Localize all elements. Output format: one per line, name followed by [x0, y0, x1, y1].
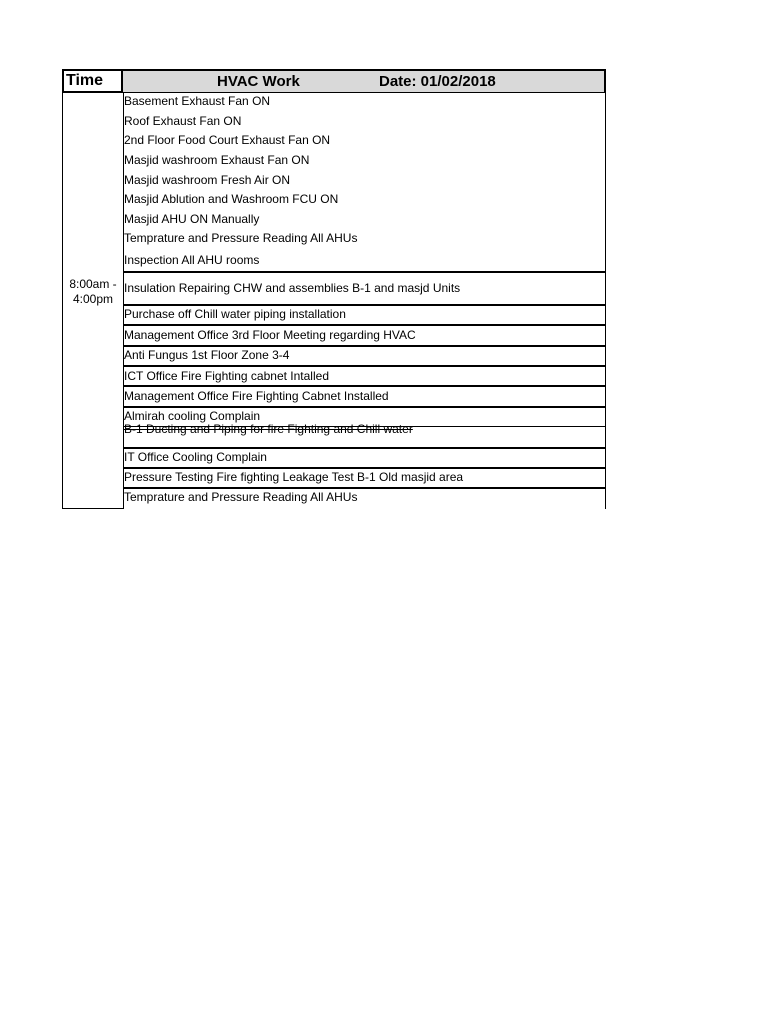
task-row: 2nd Floor Food Court Exhaust Fan ON [124, 133, 331, 147]
task-row: Masjid washroom Fresh Air ON [124, 173, 291, 187]
task-row: Management Office Fire Fighting Cabnet Installed [124, 389, 389, 403]
task-row: Almirah cooling Complain [124, 409, 261, 423]
time-end: 4:00pm [72, 292, 114, 306]
task-row: Roof Exhaust Fan ON [124, 114, 242, 128]
task-row: Management Office 3rd Floor Meeting regarding HVAC [124, 328, 416, 342]
task-row: Inspection All AHU rooms [124, 253, 260, 267]
row-divider [124, 271, 606, 273]
row-divider [124, 385, 606, 387]
time-slot [63, 277, 123, 307]
task-row: IT Office Cooling Complain [124, 450, 267, 464]
task-row: Masjid Ablution and Washroom FCU ON [124, 192, 339, 206]
sheet-title: HVAC Work [217, 73, 300, 90]
task-list [124, 93, 606, 509]
time-cell [62, 93, 124, 509]
task-row: Purchase off Chill water piping installation [124, 307, 346, 321]
task-row: B-1 Ducting and Piping for fire Fighting and Chill water [124, 422, 413, 436]
task-row: Temprature and Pressure Reading All AHUs [124, 231, 358, 245]
task-row: ICT Office Fire Fighting cabnet Intalled [124, 369, 329, 383]
work-log-table [62, 69, 606, 509]
time-start: 8:00am - [69, 277, 117, 291]
title-header [123, 69, 606, 93]
task-row: Basement Exhaust Fan ON [124, 94, 271, 108]
row-divider [124, 487, 606, 489]
row-divider [124, 324, 606, 326]
task-row: Insulation Repairing CHW and assemblies B-1 and masjd Units [124, 281, 461, 295]
task-row: Masjid washroom Exhaust Fan ON [124, 153, 310, 167]
row-divider [124, 467, 606, 469]
task-row: Masjid AHU ON Manually [124, 212, 260, 226]
task-row: Pressure Testing Fire fighting Leakage Test B-1 Old masjid area [124, 470, 464, 484]
task-row: Temprature and Pressure Reading All AHUs [124, 490, 358, 504]
row-divider [124, 304, 606, 306]
time-header: Time [62, 69, 123, 93]
row-divider [124, 345, 606, 347]
row-divider [124, 365, 606, 367]
task-row: Anti Fungus 1st Floor Zone 3-4 [124, 348, 290, 362]
row-divider [124, 406, 606, 408]
row-divider [124, 447, 606, 449]
sheet-date: Date: 01/02/2018 [379, 73, 496, 90]
